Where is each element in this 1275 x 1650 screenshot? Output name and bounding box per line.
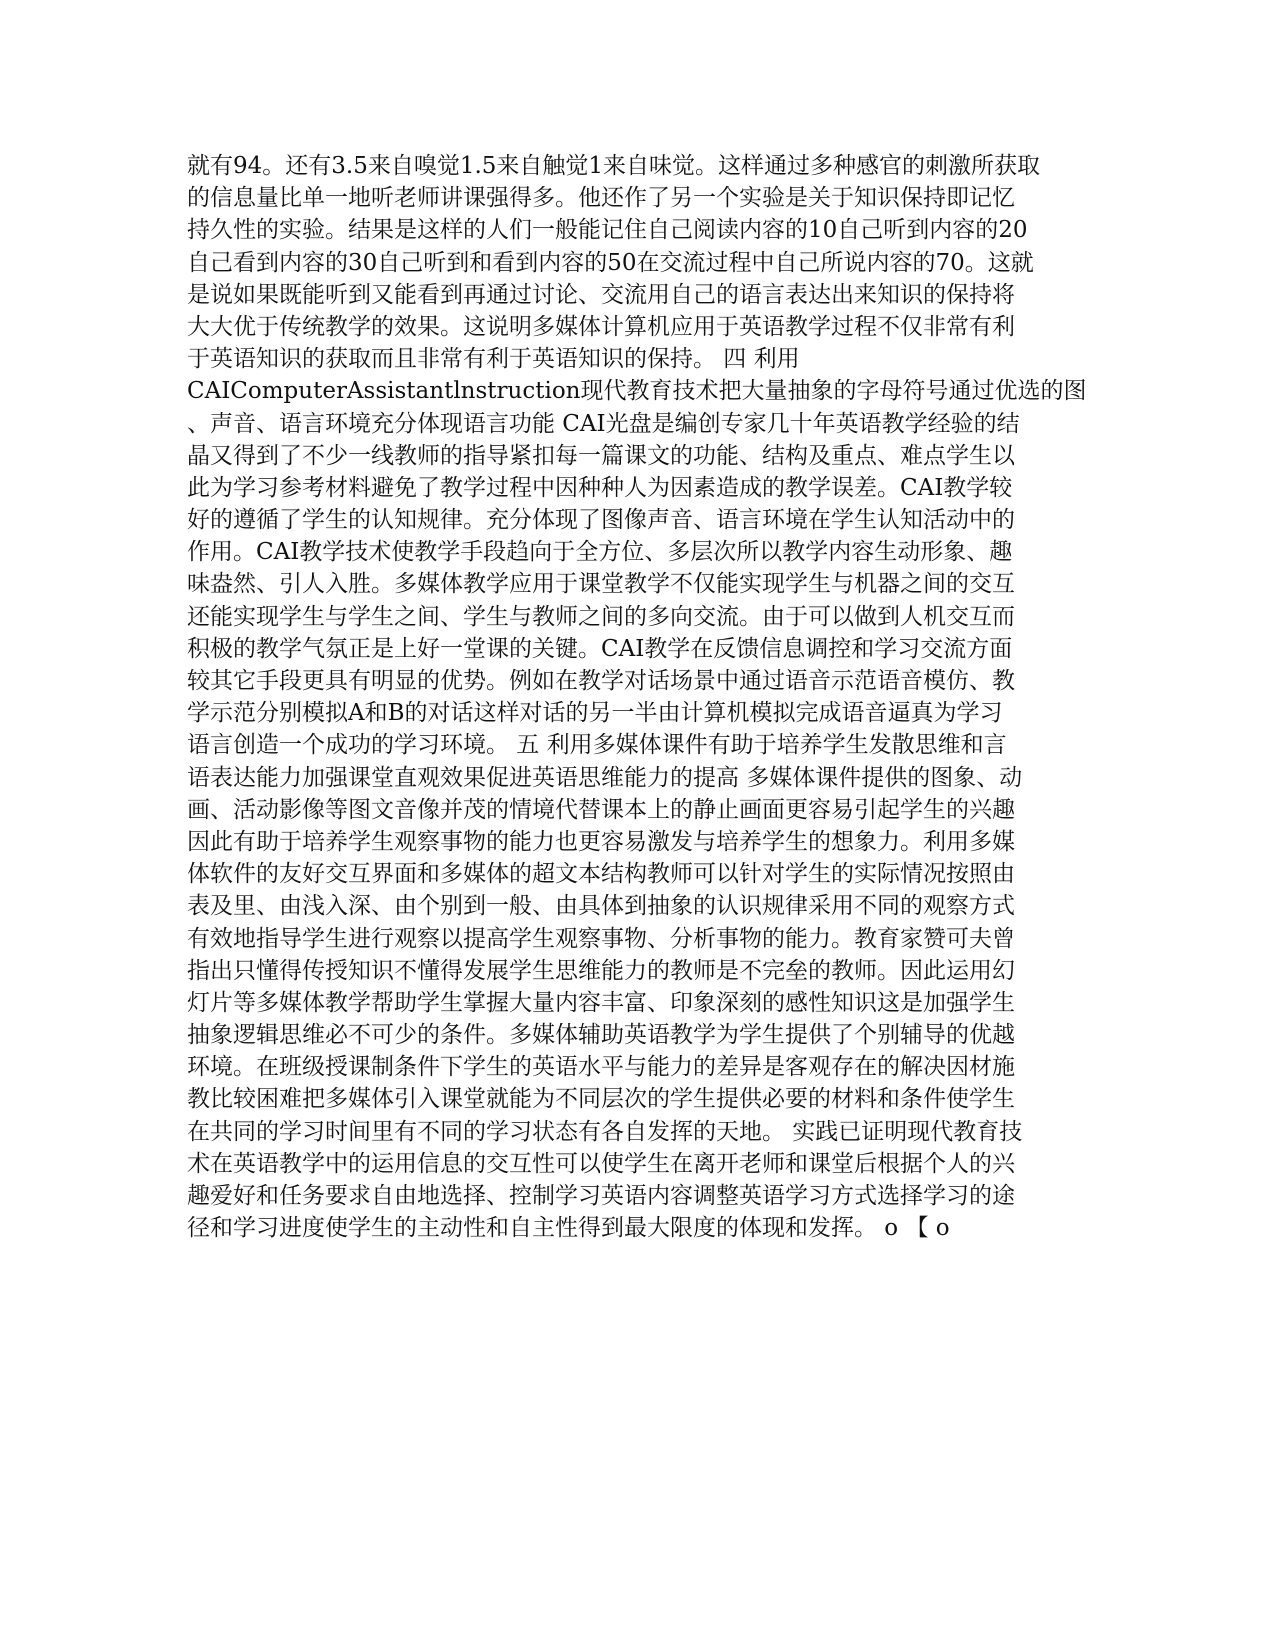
text-line: 在共同的学习时间里有不同的学习状态有各自发挥的天地。 实践已证明现代教育技	[187, 1118, 1023, 1145]
text-line: 学示范分别模拟A和B的对话这样对话的另一半由计算机模拟完成语音逼真为学习	[187, 700, 1003, 727]
text-line: 教比较困难把多媒体引入课堂就能为不同层次的学生提供必要的材料和条件使学生	[187, 1086, 1015, 1113]
text-line: 有效地指导学生进行观察以提高学生观察事物、分析事物的能力。教育家赞可夫曾	[187, 925, 1015, 952]
text-line: 好的遵循了学生的认知规律。充分体现了图像声音、语言环境在学生认知活动中的	[187, 507, 1015, 534]
text-line: 因此有助于培养学生观察事物的能力也更容易激发与培养学生的想象力。利用多媒	[187, 828, 1015, 855]
text-line: 此为学习参考材料避免了教学过程中因种种人为因素造成的教学误差。CAI教学较	[187, 474, 1013, 501]
text-line: 于英语知识的获取而且非常有利于英语知识的保持。 四 利用	[187, 346, 800, 373]
body-text	[187, 150, 1092, 1244]
text-line: 积极的教学气氛正是上好一堂课的关键。CAI教学在反馈信息调控和学习交流方面	[187, 635, 1013, 662]
text-line: 较其它手段更具有明显的优势。例如在教学对话场景中通过语音示范语音模仿、教	[187, 668, 1015, 694]
text-line: 还能实现学生与学生之间、学生与教师之间的多向交流。由于可以做到人机交互而	[187, 603, 1015, 630]
text-line: 大大优于传统教学的效果。这说明多媒体计算机应用于英语教学过程不仅非常有利	[187, 313, 1015, 340]
text-line: 术在英语教学中的运用信息的交互性可以使学生在离开老师和课堂后根据个人的兴	[187, 1150, 1015, 1177]
text-line: 环境。在班级授课制条件下学生的英语水平与能力的差异是客观存在的解决因材施	[187, 1054, 1015, 1081]
text-line: 抽象逻辑思维必不可少的条件。多媒体辅助英语教学为学生提供了个别辅导的优越	[187, 1022, 1015, 1049]
text-line: 语言创造一个成功的学习环境。 五 利用多媒体课件有助于培养学生发散思维和言	[187, 732, 1007, 759]
text-line: 体软件的友好交互界面和多媒体的超文本结构教师可以针对学生的实际情况按照由	[187, 861, 1015, 888]
text-line: 晶又得到了不少一线教师的指导紧扣每一篇课文的功能、结构及重点、难点学生以	[187, 442, 1015, 469]
text-line: 表及里、由浅入深、由个别到一般、由具体到抽象的认识规律采用不同的观察方式	[187, 893, 1015, 920]
text-line: 就有94。还有3.5来自嗅觉1.5来自触觉1来自味觉。这样通过多种感官的刺激所获取	[187, 153, 1041, 179]
text-line: 、声音、语言环境充分体现语言功能 CAI光盘是编创专家几十年英语教学经验的结	[187, 410, 1020, 437]
text-line: 的信息量比单一地听老师讲课强得多。他还作了另一个实验是关于知识保持即记忆	[187, 185, 1015, 212]
text-line: 画、活动影像等图文音像并茂的情境代替课本上的静止画面更容易引起学生的兴趣	[187, 796, 1015, 823]
text-line: CAIComputerAssistantlnstruction现代教育技术把大量抽象的字母符号通过优选的图	[187, 378, 1087, 405]
text-line: 自己看到内容的30自己听到和看到内容的50在交流过程中自己所说内容的70。这就	[187, 249, 1034, 276]
text-line: 径和学习进度使学生的主动性和自主性得到最大限度的体现和发挥。 o 【 o	[187, 1215, 950, 1242]
text-line: 语表达能力加强课堂直观效果促进英语思维能力的提高 多媒体课件提供的图象、动	[187, 764, 1023, 791]
text-line: 是说如果既能听到又能看到再通过讨论、交流用自己的语言表达出来知识的保持将	[187, 281, 1015, 308]
text-line: 持久性的实验。结果是这样的人们一般能记住自己阅读内容的10自己听到内容的20	[187, 217, 1028, 244]
text-line: 指出只懂得传授知识不懂得发展学生思维能力的教师是不完垒的教师。因此运用幻	[187, 957, 1015, 984]
text-line: 灯片等多媒体教学帮助学生掌握大量内容丰富、印象深刻的感性知识这是加强学生	[187, 989, 1015, 1016]
text-line: 味盎然、引人入胜。多媒体教学应用于课堂教学不仅能实现学生与机器之间的交互	[187, 571, 1015, 598]
text-line: 作用。CAI教学技术使教学手段趋向于全方位、多层次所以教学内容生动形象、趣	[187, 539, 1013, 566]
text-line: 趣爱好和任务要求自由地选择、控制学习英语内容调整英语学习方式选择学习的途	[187, 1183, 1015, 1209]
